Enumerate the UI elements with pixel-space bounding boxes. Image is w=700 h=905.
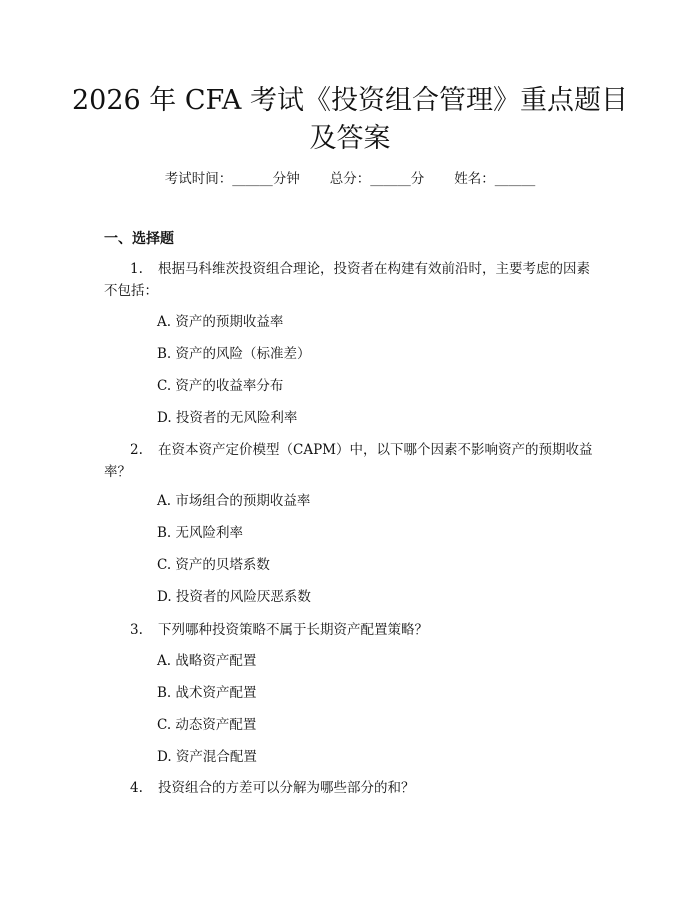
- question-1: [104, 258, 594, 302]
- question-1-option-b: B. 资产的风险（标准差）: [157, 346, 311, 362]
- question-3-option-a: A. 战略资产配置: [157, 653, 257, 669]
- question-number: 2.: [130, 442, 143, 458]
- question-2-option-b: B. 无风险利率: [157, 525, 244, 541]
- question-2-option-c: C. 资产的贝塔系数: [157, 557, 270, 573]
- question-3-option-c: C. 动态资产配置: [157, 717, 257, 733]
- section-heading: 一、选择题: [104, 231, 174, 247]
- question-number: 3.: [130, 622, 143, 638]
- question-2: [104, 439, 594, 483]
- question-4: [104, 777, 594, 799]
- question-1-option-a: A. 资产的预期收益率: [157, 314, 284, 330]
- question-text: 下列哪种投资策略不属于长期资产配置策略？: [158, 622, 428, 638]
- question-number: 1.: [130, 261, 143, 277]
- question-text: 在资本资产定价模型（CAPM）中，以下哪个因素不影响资产的预期收益率？: [104, 442, 593, 480]
- student-name: 姓名：______: [454, 171, 536, 187]
- question-3: [104, 619, 594, 641]
- document-title: 2026 年 CFA 考试《投资组合管理》重点题目及答案: [71, 85, 628, 154]
- question-1-option-c: C. 资产的收益率分布: [157, 378, 284, 394]
- total-score: 总分：______分: [329, 171, 425, 187]
- question-3-option-b: B. 战术资产配置: [157, 685, 257, 701]
- question-number: 4.: [130, 780, 143, 796]
- question-2-option-d: D. 投资者的风险厌恶系数: [157, 589, 311, 605]
- exam-meta: [0, 169, 700, 189]
- question-1-option-d: D. 投资者的无风险利率: [157, 410, 298, 426]
- question-text: 根据马科维茨投资组合理论，投资者在构建有效前沿时，主要考虑的因素不包括：: [104, 261, 590, 299]
- question-3-option-d: D. 资产混合配置: [157, 749, 257, 765]
- question-text: 投资组合的方差可以分解为哪些部分的和？: [158, 780, 415, 796]
- question-2-option-a: A. 市场组合的预期收益率: [157, 493, 311, 509]
- exam-time: 考试时间：______分钟: [164, 171, 300, 187]
